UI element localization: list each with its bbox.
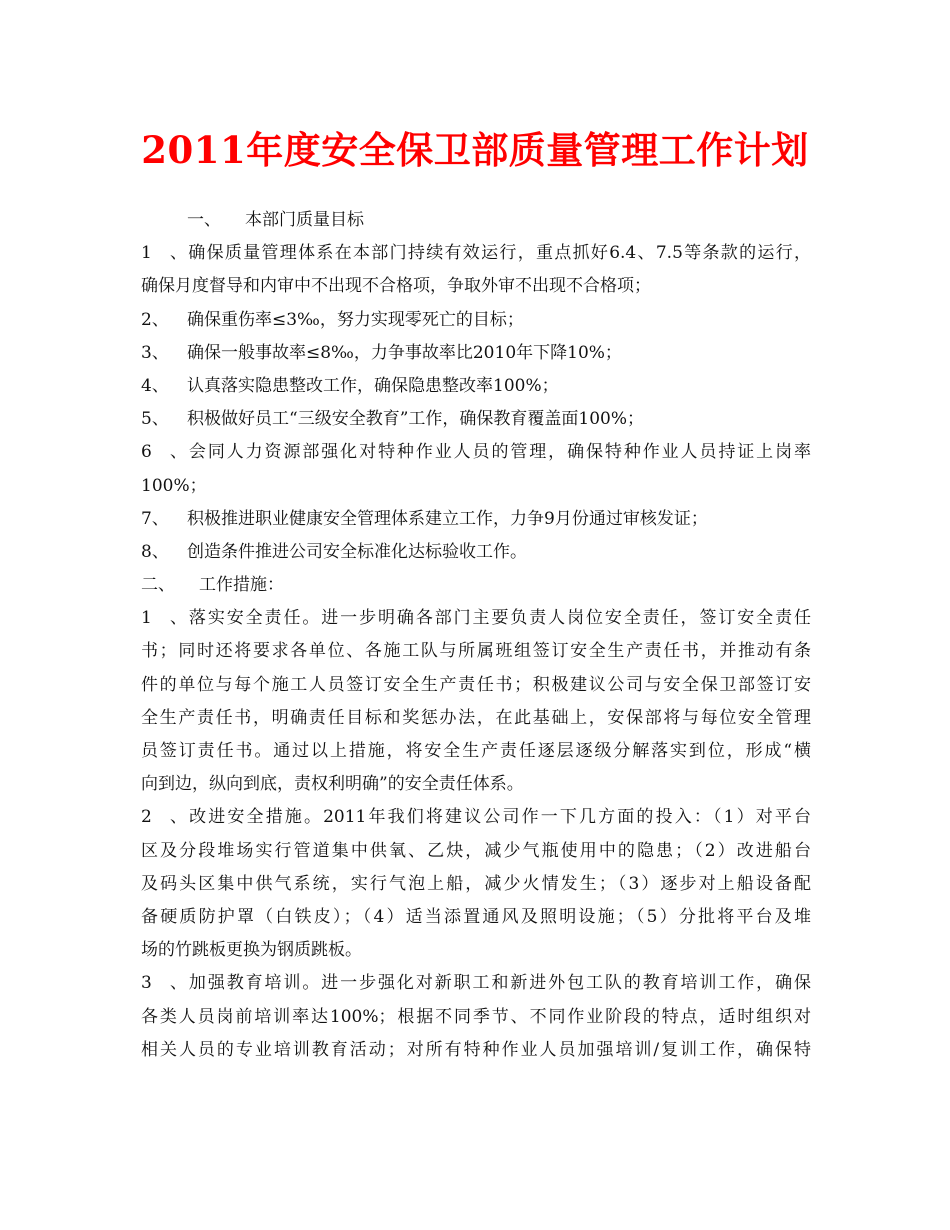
section-number: 一、 xyxy=(187,210,221,230)
item-text: 相关人员的专业培训教育活动；对所有特种作业人员加强培训/复训工作，确保特 xyxy=(141,1039,811,1060)
paragraph-line xyxy=(141,1001,811,1034)
item-number: 7、 xyxy=(141,508,169,529)
item-text: 确保质量管理体系在本部门持续有效运行，重点抓好6.4、7.5等条款的运行， xyxy=(187,243,811,264)
item-text: 100%； xyxy=(141,475,207,496)
item-number: 2、 xyxy=(141,309,169,330)
section-heading xyxy=(141,204,811,237)
item-text: 场的竹跳板更换为钢质跳板。 xyxy=(141,940,362,961)
section-number: 二、 xyxy=(141,575,175,596)
item-text: 确保重伤率≤3‰，努力实现零死亡的目标； xyxy=(187,309,524,330)
item-number: 1、 xyxy=(141,243,187,264)
section-heading-text: 工作措施： xyxy=(199,575,284,596)
item-text: 加强教育培训。进一步强化对新职工和新进外包工队的教育培训工作，确保 xyxy=(187,973,811,994)
section-heading xyxy=(141,569,811,602)
item-text: 区及分段堆场实行管道集中供氧、乙炔，减少气瓶使用中的隐患；（2）改进船台 xyxy=(141,840,811,861)
item-text: 书；同时还将要求各单位、各施工队与所属班组签订安全生产责任书，并推动有条 xyxy=(141,641,811,662)
item-text: 确保月度督导和内审中不出现不合格项，争取外审不出现不合格项； xyxy=(141,276,651,297)
paragraph-line xyxy=(141,1034,811,1067)
paragraph-line xyxy=(141,735,811,768)
item-text: 会同人力资源部强化对特种作业人员的管理，确保特种作业人员持证上岗率 xyxy=(187,442,811,463)
paragraph-line xyxy=(141,635,811,668)
paragraph-line xyxy=(141,669,811,702)
item-text: 及码头区集中供气系统，实行气泡上船，减少火情发生；（3）逐步对上船设备配 xyxy=(141,873,811,894)
list-item-continuation xyxy=(141,470,811,503)
item-number: 4、 xyxy=(141,375,169,396)
paragraph-line xyxy=(141,967,811,1000)
list-item xyxy=(141,370,811,403)
paragraph-line xyxy=(141,835,811,868)
paragraph-line xyxy=(141,702,811,735)
item-number: 5、 xyxy=(141,409,169,430)
item-text: 备硬质防护罩（白铁皮）；（4）适当添置通风及照明设施；（5）分批将平台及堆 xyxy=(141,906,811,927)
item-text: 向到边，纵向到底，责权利明确”的安全责任体系。 xyxy=(141,774,524,795)
document-title: 2011年度安全保卫部质量管理工作计划 xyxy=(141,128,809,172)
list-item xyxy=(141,403,811,436)
item-text: 各类人员岗前培训率达100%；根据不同季节、不同作业阶段的特点，适时组织对 xyxy=(141,1006,811,1027)
item-number: 6、 xyxy=(141,442,187,463)
paragraph-line xyxy=(141,602,811,635)
item-text: 全生产责任书，明确责任目标和奖惩办法，在此基础上，安保部将与每位安全管理 xyxy=(141,707,811,728)
item-text: 员签订责任书。通过以上措施，将安全生产责任逐层逐级分解落实到位，形成“横 xyxy=(141,741,811,761)
paragraph-line xyxy=(141,901,811,934)
item-number: 3、 xyxy=(141,973,187,994)
list-item xyxy=(141,536,811,569)
list-item xyxy=(141,436,811,469)
item-number: 2、 xyxy=(141,807,187,828)
list-item xyxy=(141,503,811,536)
list-item xyxy=(141,337,811,370)
item-text: 改进安全措施。2011年我们将建议公司作一下几方面的投入：（1）对平台 xyxy=(187,807,811,828)
item-number: 8、 xyxy=(141,541,169,562)
paragraph-line xyxy=(141,801,811,834)
item-text: 认真落实隐患整改工作，确保隐患整改率100%； xyxy=(187,375,559,396)
item-text: 件的单位与每个施工人员签订安全生产责任书；积极建议公司与安全保卫部签订安 xyxy=(141,674,811,695)
paragraph-line xyxy=(141,934,811,967)
item-text: 落实安全责任。进一步明确各部门主要负责人岗位安全责任，签订安全责任 xyxy=(187,608,811,629)
list-item-continuation xyxy=(141,270,811,303)
item-text: 积极做好员工“三级安全教育”工作，确保教育覆盖面100%； xyxy=(187,409,644,430)
item-text: 积极推进职业健康安全管理体系建立工作，力争9月份通过审核发证； xyxy=(187,508,708,529)
section-heading-text: 本部门质量目标 xyxy=(245,210,364,230)
document-body xyxy=(141,204,811,1067)
item-text: 创造条件推进公司安全标准化达标验收工作。 xyxy=(187,541,527,562)
item-number: 1、 xyxy=(141,608,187,629)
paragraph-line xyxy=(141,768,811,801)
paragraph-line xyxy=(141,868,811,901)
list-item xyxy=(141,237,811,270)
item-text: 确保一般事故率≤8‰，力争事故率比2010年下降10%； xyxy=(187,342,622,363)
list-item xyxy=(141,304,811,337)
item-number: 3、 xyxy=(141,342,169,363)
